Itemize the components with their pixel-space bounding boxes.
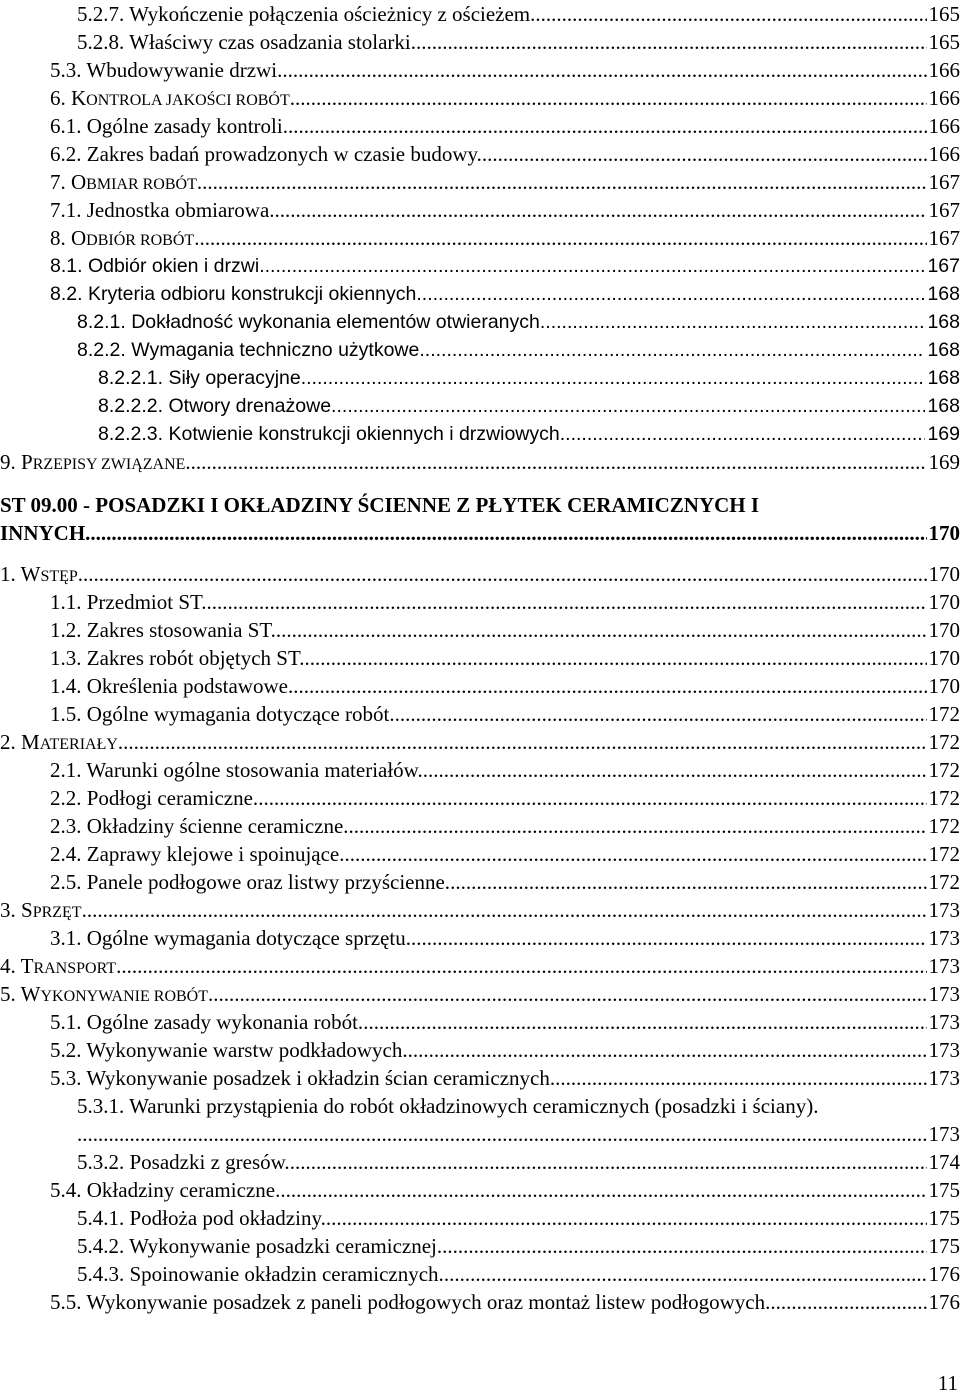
toc-page-number: 170 [928, 521, 960, 545]
toc-entry[interactable]: 7. OBMIAR ROBÓT. ..... 167 [50, 168, 960, 196]
toc-page-number: 170 [928, 618, 960, 642]
toc-entry[interactable]: 5.3. Wbudowywanie drzwi. ..... 166 [50, 56, 960, 84]
toc-page-number: 168 [927, 311, 960, 333]
toc-page-number: 166 [928, 114, 960, 138]
toc-page-number: 175 [928, 1178, 960, 1202]
toc-entry[interactable]: 2.2. Podłogi ceramiczne. ..... 172 [50, 784, 960, 812]
toc-entry[interactable]: 5.5. Wykonywanie posadzek z paneli podłogowych oraz montaż listew podłogowych. ..... 176 [50, 1288, 960, 1316]
toc-entry[interactable]: 1.4. Określenia podstawowe. ..... 170 [50, 672, 960, 700]
toc-page-number: 172 [928, 730, 960, 754]
toc-entry[interactable]: 8.2.2.2. Otwory drenażowe. ..... 168 [98, 392, 960, 420]
toc-entry[interactable]: 5.3.2. Posadzki z gresów. ..... 174 [77, 1148, 960, 1176]
toc-entry[interactable]: 6.1. Ogólne zasady kontroli. ..... 166 [50, 112, 960, 140]
toc-entry[interactable]: 5.4. Okładziny ceramiczne. ..... 175 [50, 1176, 960, 1204]
toc-entry[interactable]: 5.4.3. Spoinowanie okładzin ceramicznych. ..... 176 [77, 1260, 960, 1288]
toc-page-number: 173 [928, 1010, 960, 1034]
toc-entry[interactable]: 5.3. Wykonywanie posadzek i okładzin ścian ceramicznych. ..... 173 [50, 1064, 960, 1092]
toc-entry[interactable]: 5. WYKONYWANIE ROBÓT. ..... 173 [0, 980, 960, 1008]
toc-page-number: 167 [928, 226, 960, 250]
toc-entry[interactable]: 7.1. Jednostka obmiarowa. ..... 167 [50, 196, 960, 224]
toc-entry[interactable]: 5.4.2. Wykonywanie posadzki ceramicznej. ..... 175 [77, 1232, 960, 1260]
section-heading-line1: ST 09.00 - POSADZKI I OKŁADZINY ŚCIENNE Z PŁYTEK CERAMICZNYCH I [0, 493, 760, 517]
toc-page-number: 174 [928, 1150, 960, 1174]
toc-entry[interactable]: 6.2. Zakres badań prowadzonych w czasie budowy. ..... 166 [50, 140, 960, 168]
toc-entry[interactable]: 2.5. Panele podłogowe oraz listwy przyścienne. ..... 172 [50, 868, 960, 896]
toc-entry[interactable]: 8.2.2.3. Kotwienie konstrukcji okiennych i drzwiowych. ..... 169 [98, 420, 960, 448]
toc-entry[interactable]: 8. ODBIÓR ROBÓT. ..... 167 [50, 224, 960, 252]
toc-entry[interactable]: 5.1. Ogólne zasady wykonania robót. ..... 173 [50, 1008, 960, 1036]
toc-entry[interactable]: 1. WSTĘP. ..... 170 [0, 560, 960, 588]
toc-page-number: 172 [928, 702, 960, 726]
toc-page-number: 176 [928, 1290, 960, 1314]
toc-page-number: 173 [928, 1122, 960, 1146]
toc-entry[interactable]: 5.2.7. Wykończenie połączenia ościeżnicy z ościeżem. ..... 165 [77, 0, 960, 28]
toc-entry[interactable]: 5.2. Wykonywanie warstw podkładowych. ..... 173 [50, 1036, 960, 1064]
toc-page-number: 168 [927, 367, 960, 389]
toc-entry[interactable]: 2.3. Okładziny ścienne ceramiczne. ..... 172 [50, 812, 960, 840]
toc-entry[interactable]: 4. TRANSPORT. ..... 173 [0, 952, 960, 980]
toc-entry[interactable]: 1.2. Zakres stosowania ST. ..... 170 [50, 616, 960, 644]
toc-entry[interactable]: 5.4.1. Podłoża pod okładziny. ..... 175 [77, 1204, 960, 1232]
toc-page-number: 169 [927, 423, 960, 445]
toc-page-number: 172 [928, 786, 960, 810]
toc-page-number: 170 [928, 674, 960, 698]
toc-entry-long[interactable]: 5.3.1. Warunki przystąpienia do robót okładzinowych ceramicznych (posadzki i ściany). [77, 1094, 819, 1118]
toc-entry[interactable]: 2.1. Warunki ogólne stosowania materiałów. ..... 172 [50, 756, 960, 784]
toc-entry-continuation[interactable] [77, 1120, 960, 1148]
toc-page-number: 170 [928, 646, 960, 670]
toc-page-number: 169 [928, 450, 960, 474]
toc-page-number: 172 [928, 758, 960, 782]
toc-page-number: 165 [928, 2, 960, 26]
toc-entry[interactable]: 8.2.1. Dokładność wykonania elementów otwieranych. ..... 168 [77, 308, 960, 336]
toc-page-number: 172 [928, 842, 960, 866]
toc-page-number: 168 [927, 283, 960, 305]
section-heading-line2[interactable]: INNYCH ..... 170 [0, 519, 960, 547]
toc-page-number: 168 [927, 339, 960, 361]
toc-entry[interactable]: 8.2. Kryteria odbioru konstrukcji okiennych. ..... 168 [50, 280, 960, 308]
toc-entry[interactable]: 2.4. Zaprawy klejowe i spoinujące. ..... 172 [50, 840, 960, 868]
toc-entry[interactable]: 5.2.8. Właściwy czas osadzania stolarki. ..... 165 [77, 28, 960, 56]
toc-page-number: 172 [928, 814, 960, 838]
toc-entry[interactable]: 6. KONTROLA JAKOŚCI ROBÓT. ..... 166 [50, 84, 960, 112]
section-heading[interactable] [0, 491, 960, 519]
toc-entry[interactable]: 1.1. Przedmiot ST. ..... 170 [50, 588, 960, 616]
toc-page-number: 166 [928, 86, 960, 110]
toc-entry[interactable]: 8.2.2.1. Siły operacyjne. ..... 168 [98, 364, 960, 392]
toc-entry[interactable]: 1.3. Zakres robót objętych ST. ..... 170 [50, 644, 960, 672]
toc-entry[interactable]: 9. PRZEPISY ZWIĄZANE ..... 169 [0, 448, 960, 476]
toc-entry[interactable]: 3.1. Ogólne wymagania dotyczące sprzętu. ..... 173 [50, 924, 960, 952]
toc-page-number: 175 [928, 1206, 960, 1230]
toc-page-number: 170 [928, 562, 960, 586]
toc-page-number: 173 [928, 926, 960, 950]
toc-page-number: 170 [928, 590, 960, 614]
toc-page-number: 173 [928, 898, 960, 922]
toc-page-number: 167 [928, 170, 960, 194]
toc-page-number: 165 [928, 30, 960, 54]
toc-entry[interactable]: 2. MATERIAŁY. ..... 172 [0, 728, 960, 756]
toc-page-number: 172 [928, 870, 960, 894]
toc-page-number: 173 [928, 1038, 960, 1062]
toc-entry[interactable]: 1.5. Ogólne wymagania dotyczące robót. ..... 172 [50, 700, 960, 728]
toc-page-number: 166 [928, 142, 960, 166]
toc-page-number: 166 [928, 58, 960, 82]
toc-page-number: 173 [928, 954, 960, 978]
toc-page-number: 168 [927, 395, 960, 417]
toc-page-number: 167 [928, 198, 960, 222]
toc-page-number: 176 [928, 1262, 960, 1286]
toc-entry[interactable]: 8.1. Odbiór okien i drzwi. ..... 167 [50, 252, 960, 280]
toc-page-number: 173 [928, 1066, 960, 1090]
toc-entry[interactable]: 3. SPRZĘT. ..... 173 [0, 896, 960, 924]
toc-page-number: 175 [928, 1234, 960, 1258]
page-number: 11 [937, 1371, 958, 1395]
toc-page-number: 167 [927, 255, 960, 277]
toc-page-number: 173 [928, 982, 960, 1006]
toc-entry[interactable]: 8.2.2. Wymagania techniczno użytkowe. ..... 168 [77, 336, 960, 364]
